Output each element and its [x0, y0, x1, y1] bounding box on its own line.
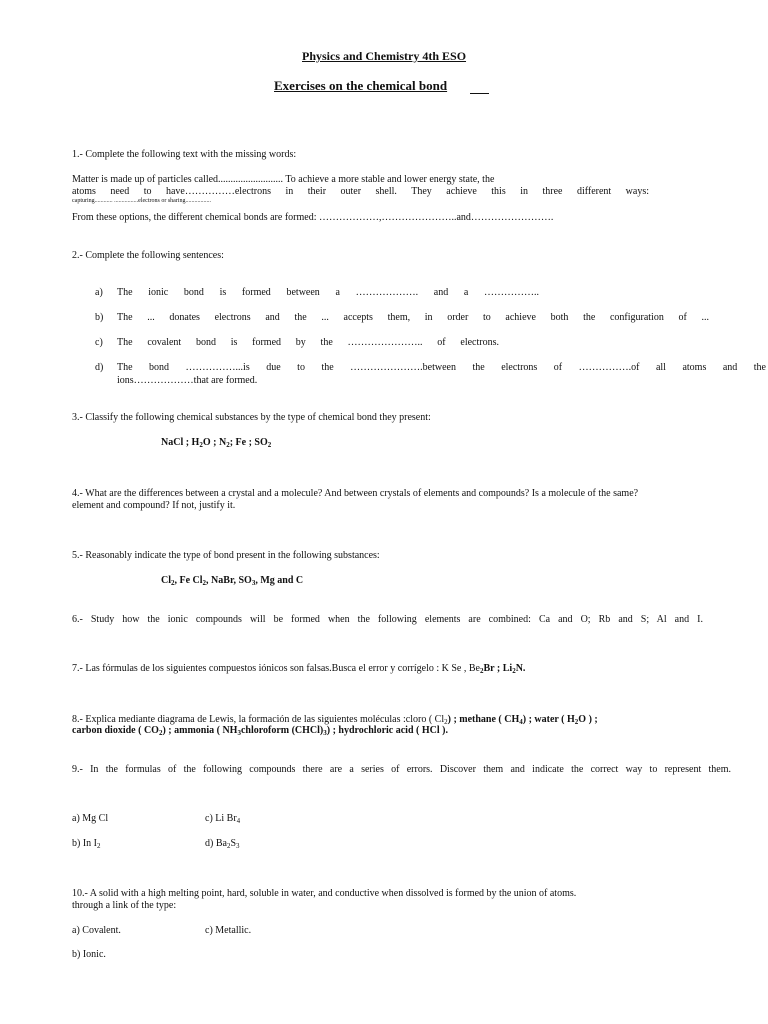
q10-option-c: c) Metallic. [205, 925, 252, 936]
q2-item-b-text: The ... donates electrons and the ... accepts them, in order to achieve both the configuration of ... [117, 312, 709, 323]
q9-text: 9.- In the formulas of the following compounds there are a series of errors. Discover them and indicate the correct way to represent them. [72, 764, 731, 775]
q9-option-b: b) In $I_2$ [72, 838, 101, 850]
q1-line4: From these options, the different chemical bonds are formed: ………………,…………………..and……………………. [72, 212, 554, 223]
q9-option-c: c) Li $Br_4$ [205, 813, 241, 825]
q7-text: 7.- Las fórmulas de los siguientes compuestos iónicos son falsas.Busca el error y corrígelo : K Se , $Be_2Br$ ; $Li_2N$. [72, 663, 526, 675]
q1-line3: capturing............ ................electrons or sharing................. [72, 198, 211, 204]
document-header: Physics and Chemistry 4th ESO [302, 49, 467, 63]
q1-prompt: 1.- Complete the following text with the missing words: [72, 149, 297, 160]
q8-line2: carbon dioxide ( $CO_2$) ; ammonia ( $NH_3chloroform$ $(CHCl)_3$) ; hydrochloric acid ( HCl ). [72, 725, 448, 737]
q3-formula: NaCl ; $H_2O$ ; $N_2$; Fe ; $SO_2$ [161, 437, 272, 449]
q4-line1: 4.- What are the differences between a crystal and a molecule? And between crystals of elements and compounds? Is a molecule of the same? [72, 488, 639, 499]
q2-item-c-text: The covalent bond is formed by the ………………….. of electrons. [117, 337, 499, 348]
q2-item-a-letter: a) [95, 287, 103, 298]
q2-item-d-text: The bond ……………...is due to the ………………….between the electrons of …………….of all atoms and the [117, 362, 766, 373]
q2-item-a-text: The ionic bond is formed between a ………………. and a …………….. [117, 287, 539, 298]
q2-item-d-continuation: ions………………that are formed. [117, 375, 258, 386]
q1-line2: atoms need to have……………electrons in their outer shell. They achieve this in three different ways: [72, 186, 649, 197]
q10-line2: through a link of the type: [72, 900, 177, 911]
q2-item-d-letter: d) [95, 362, 104, 373]
q5-prompt: 5.- Reasonably indicate the type of bond present in the following substances: [72, 550, 380, 561]
q4-line2: element and compound? If not, justify it. [72, 500, 236, 511]
q8-line1: 8.- Explica mediante diagrama de Lewis, la formación de las siguientes moléculas :cloro ( $Cl_2$) ; methane ( $CH_4$) ; water ( $H_2O$ ) ; [72, 714, 598, 726]
document-title: Exercises on the chemical bond [274, 78, 448, 93]
q5-formula: $Cl_2$, Fe $Cl_2$, NaBr, $SO_3$, Mg and C [161, 575, 304, 587]
q6-text: 6.- Study how the ionic compounds will be formed when the following elements are combined: Ca and O; Rb and S; Al and I. [72, 614, 703, 625]
title-underline-extension [470, 93, 489, 94]
q9-option-d: d) $Ba_2S_3$ [205, 838, 240, 850]
q9-option-a: a) Mg Cl [72, 813, 109, 824]
q2-prompt: 2.- Complete the following sentences: [72, 250, 224, 261]
q10-line1: 10.- A solid with a high melting point, hard, soluble in water, and conductive when dissolved is formed by the union of atoms. [72, 888, 577, 899]
q2-item-b-letter: b) [95, 312, 104, 323]
q2-item-c-letter: c) [95, 337, 103, 348]
q10-option-a: a) Covalent. [72, 925, 121, 936]
q3-prompt: 3.- Classify the following chemical substances by the type of chemical bond they present: [72, 412, 431, 423]
q1-line1: Matter is made up of particles called.......................... To achieve a more stable and lower energy state, the [72, 174, 495, 185]
q10-option-b: b) Ionic. [72, 949, 106, 960]
